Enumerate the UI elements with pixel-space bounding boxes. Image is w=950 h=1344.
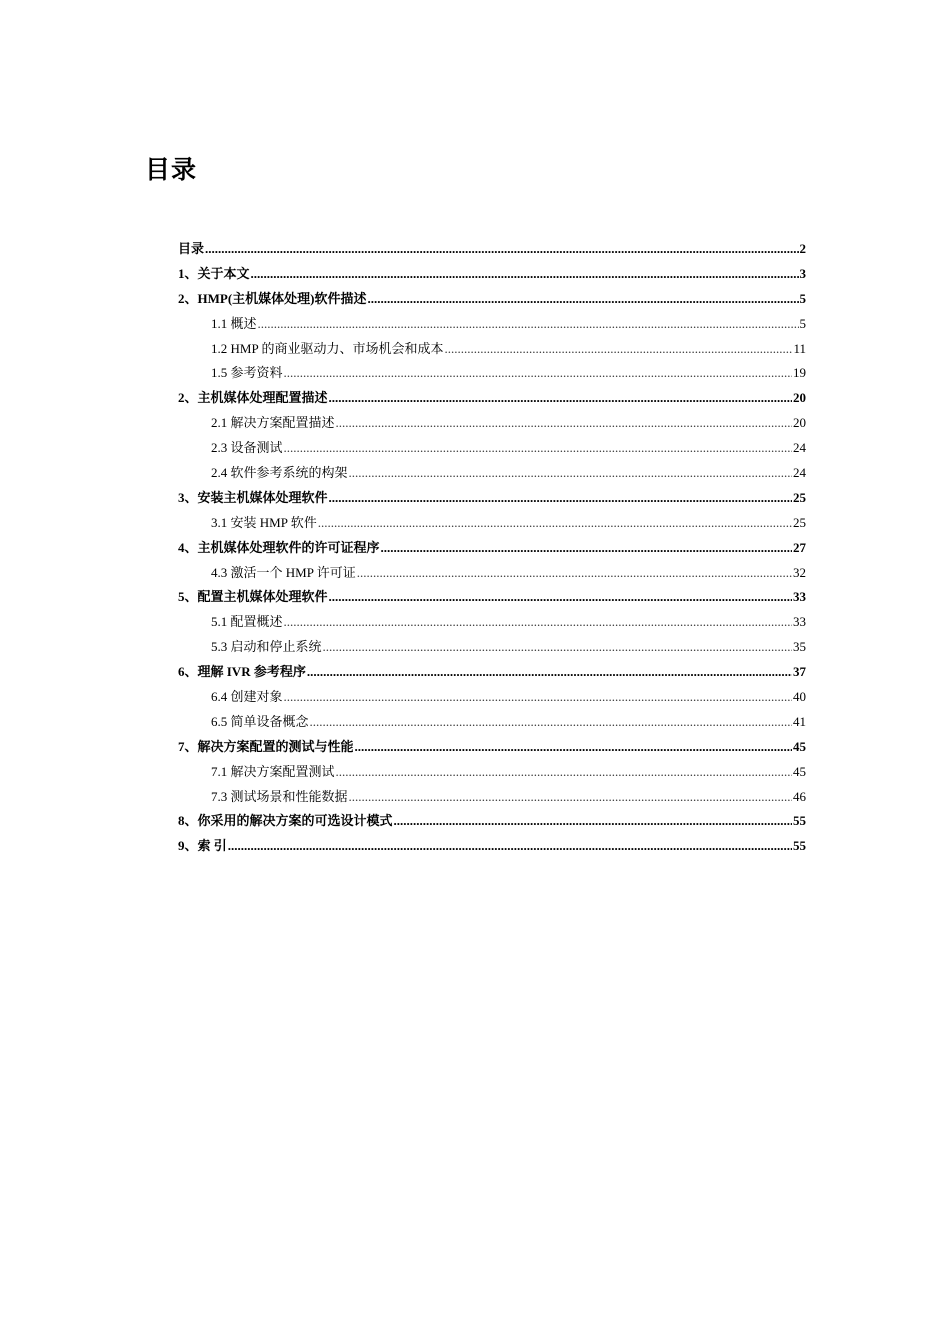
toc-entry[interactable] bbox=[178, 461, 806, 486]
toc-dot-leader bbox=[444, 337, 792, 362]
toc-dot-leader bbox=[394, 809, 792, 834]
toc-entry[interactable] bbox=[178, 337, 806, 362]
toc-dot-leader bbox=[251, 262, 799, 287]
toc-entry-label: 2、主机媒体处理配置描述 bbox=[178, 390, 328, 406]
toc-entry-page-number: 24 bbox=[793, 440, 806, 456]
toc-entry-label: 6.4 创建对象 bbox=[211, 689, 283, 705]
toc-entry[interactable] bbox=[178, 386, 806, 411]
toc-entry[interactable] bbox=[178, 237, 806, 262]
toc-entry-label: 1.1 概述 bbox=[211, 315, 257, 331]
toc-entry-page-number: 5 bbox=[799, 290, 806, 306]
toc-dot-leader bbox=[367, 287, 798, 312]
toc-entry-page-number: 32 bbox=[793, 564, 806, 580]
toc-entry[interactable] bbox=[178, 610, 806, 635]
toc-entry-label: 6、理解 IVR 参考程序 bbox=[178, 664, 306, 680]
toc-dot-leader bbox=[355, 735, 792, 760]
toc-entry-page-number: 24 bbox=[793, 465, 806, 481]
toc-entry[interactable] bbox=[178, 710, 806, 735]
toc-entry-page-number: 20 bbox=[793, 415, 806, 431]
toc-entry-page-number: 41 bbox=[793, 713, 806, 729]
toc-entry[interactable] bbox=[178, 411, 806, 436]
toc-entry-label: 3、安装主机媒体处理软件 bbox=[178, 489, 328, 505]
toc-entry-page-number: 33 bbox=[793, 589, 806, 605]
toc-entry-label: 5.3 启动和停止系统 bbox=[211, 639, 322, 655]
toc-entry-label: 2.1 解决方案配置描述 bbox=[211, 415, 335, 431]
toc-dot-leader bbox=[228, 834, 792, 859]
toc-dot-leader bbox=[349, 785, 792, 810]
toc-entry[interactable] bbox=[178, 486, 806, 511]
toc-entry-label: 4.3 激活一个 HMP 许可证 bbox=[211, 564, 356, 580]
toc-entry-label: 目录 bbox=[178, 241, 205, 256]
toc-entry-label: 1.5 参考资料 bbox=[211, 365, 283, 381]
toc-entry-label: 7.1 解决方案配置测试 bbox=[211, 763, 335, 779]
table-of-contents bbox=[178, 237, 806, 859]
toc-entry-label: 4、主机媒体处理软件的许可证程序 bbox=[178, 539, 380, 555]
toc-entry[interactable] bbox=[178, 561, 806, 586]
toc-entry-page-number: 55 bbox=[793, 813, 806, 829]
toc-entry-label: 2.3 设备测试 bbox=[211, 440, 283, 456]
toc-dot-leader bbox=[284, 610, 792, 635]
toc-dot-leader bbox=[336, 411, 792, 436]
toc-entry[interactable] bbox=[178, 760, 806, 785]
toc-dot-leader bbox=[329, 386, 792, 411]
toc-dot-leader bbox=[357, 561, 792, 586]
toc-entry[interactable] bbox=[178, 834, 806, 859]
toc-entry[interactable] bbox=[178, 536, 806, 561]
toc-dot-leader bbox=[258, 312, 799, 337]
toc-entry-label: 1、关于本文 bbox=[178, 265, 250, 281]
toc-entry-label: 9、索 引 bbox=[178, 838, 227, 854]
toc-entry-page-number: 11 bbox=[793, 340, 806, 356]
toc-entry[interactable] bbox=[178, 312, 806, 337]
toc-dot-leader bbox=[284, 436, 792, 461]
toc-entry-page-number: 19 bbox=[793, 365, 806, 381]
toc-entry-label: 5、配置主机媒体处理软件 bbox=[178, 589, 328, 605]
toc-entry-label: 2、HMP(主机媒体处理)软件描述 bbox=[178, 290, 367, 306]
toc-dot-leader bbox=[318, 511, 792, 536]
toc-entry[interactable] bbox=[178, 785, 806, 810]
toc-dot-leader bbox=[323, 635, 792, 660]
toc-entry-page-number: 35 bbox=[793, 639, 806, 655]
toc-dot-leader bbox=[336, 760, 792, 785]
toc-entry-page-number: 25 bbox=[793, 489, 806, 505]
toc-entry-label: 7、解决方案配置的测试与性能 bbox=[178, 738, 354, 754]
toc-entry-label: 2.4 软件参考系统的构架 bbox=[211, 465, 348, 481]
toc-entry-page-number: 46 bbox=[793, 788, 806, 804]
toc-entry[interactable] bbox=[178, 287, 806, 312]
toc-entry-label: 5.1 配置概述 bbox=[211, 614, 283, 630]
toc-entry-label: 7.3 测试场景和性能数据 bbox=[211, 788, 348, 804]
toc-dot-leader bbox=[329, 486, 792, 511]
toc-entry-page-number: 5 bbox=[799, 315, 806, 331]
toc-entry-page-number: 40 bbox=[793, 689, 806, 705]
page-title: 目录 bbox=[145, 155, 198, 184]
toc-entry-page-number: 25 bbox=[793, 514, 806, 530]
toc-entry[interactable] bbox=[178, 660, 806, 685]
toc-entry-page-number: 37 bbox=[793, 664, 806, 680]
toc-entry[interactable] bbox=[178, 685, 806, 710]
toc-entry[interactable] bbox=[178, 262, 806, 287]
toc-entry-page-number: 55 bbox=[793, 838, 806, 854]
toc-entry-page-number: 3 bbox=[799, 265, 806, 281]
toc-entry-label: 1.2 HMP 的商业驱动力、市场机会和成本 bbox=[211, 340, 444, 356]
toc-dot-leader bbox=[284, 361, 792, 386]
toc-entry-page-number: 2 bbox=[799, 241, 806, 256]
toc-entry-label: 8、你采用的解决方案的可选设计模式 bbox=[178, 813, 393, 829]
toc-entry[interactable] bbox=[178, 635, 806, 660]
toc-entry[interactable] bbox=[178, 361, 806, 386]
toc-dot-leader bbox=[284, 685, 792, 710]
toc-entry-label: 6.5 简单设备概念 bbox=[211, 713, 309, 729]
toc-entry[interactable] bbox=[178, 511, 806, 536]
toc-dot-leader bbox=[329, 585, 792, 610]
toc-entry-label: 3.1 安装 HMP 软件 bbox=[211, 514, 317, 530]
toc-entry-page-number: 27 bbox=[793, 539, 806, 555]
toc-entry-page-number: 33 bbox=[793, 614, 806, 630]
toc-entry[interactable] bbox=[178, 735, 806, 760]
toc-entry[interactable] bbox=[178, 436, 806, 461]
toc-entry-page-number: 20 bbox=[793, 390, 806, 406]
toc-dot-leader bbox=[307, 660, 792, 685]
toc-entry[interactable] bbox=[178, 585, 806, 610]
toc-entry[interactable] bbox=[178, 809, 806, 834]
toc-entry-page-number: 45 bbox=[793, 763, 806, 779]
toc-entry-page-number: 45 bbox=[793, 738, 806, 754]
toc-dot-leader bbox=[381, 536, 792, 561]
toc-dot-leader bbox=[205, 237, 798, 262]
toc-dot-leader bbox=[310, 710, 792, 735]
toc-dot-leader bbox=[349, 461, 792, 486]
